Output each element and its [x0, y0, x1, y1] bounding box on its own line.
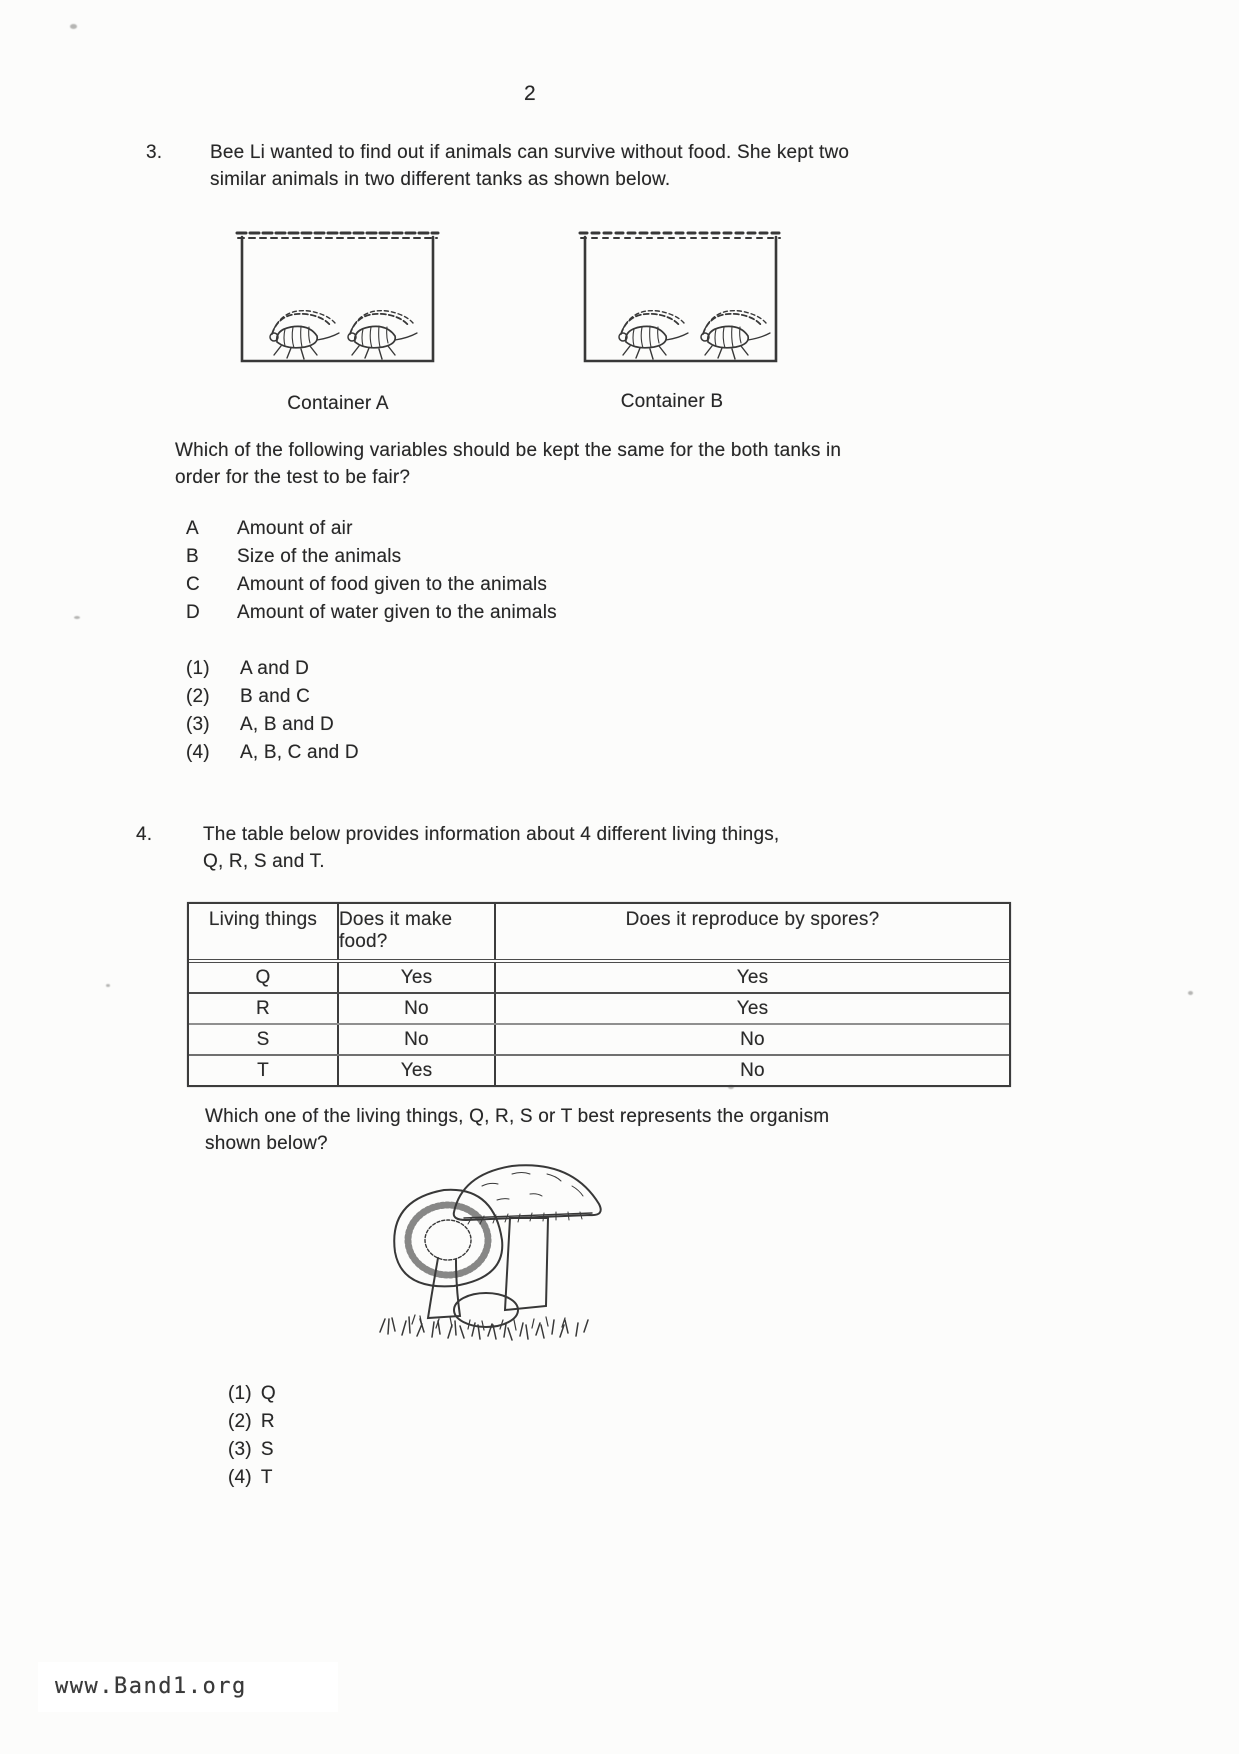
q3-answer-2-text: B and C [240, 686, 311, 707]
q3-option-b-text: Size of the animals [237, 546, 402, 567]
q3-option-d [186, 602, 557, 624]
cockroach-icon [270, 311, 339, 359]
q4-question-line2: shown below? [205, 1133, 328, 1154]
table-cell: T [189, 1056, 339, 1085]
q3-option-a-letter: A [186, 518, 199, 539]
q3-answer-4-text: A, B, C and D [240, 742, 359, 763]
table-cell: Yes [339, 1056, 496, 1085]
q3-answer-3 [186, 714, 334, 736]
q4-number: 4. [136, 824, 153, 845]
q4-answer-1-num: (1) [228, 1383, 252, 1404]
q3-question-line2: order for the test to be fair? [175, 467, 411, 488]
mushroom-illustration [362, 1152, 612, 1352]
q3-option-a [186, 518, 353, 540]
q4-answer-4 [228, 1467, 273, 1489]
container-a-label: Container A [287, 393, 389, 414]
q3-stem-line2: similar animals in two different tanks as shown below. [210, 169, 671, 190]
tank-a-illustration [235, 228, 440, 368]
cockroach-icon [619, 311, 688, 359]
q3-option-b [186, 546, 401, 568]
table-cell: Q [189, 963, 339, 992]
q4-stem-line2: Q, R, S and T. [203, 851, 325, 872]
table-cell: No [740, 1028, 765, 1050]
table-row [189, 994, 1009, 1025]
q4-answer-1-text: Q [260, 1383, 276, 1404]
scan-speck [106, 984, 110, 987]
q3-option-c-letter: C [186, 574, 200, 595]
scan-speck [70, 24, 77, 29]
container-b-label: Container B [620, 391, 724, 412]
table-cell: R [189, 994, 339, 1023]
q3-answer-4 [186, 742, 359, 764]
table-cell: Yes [339, 963, 496, 992]
q3-answer-1-num: (1) [186, 658, 210, 679]
scan-speck [74, 616, 80, 619]
q4-answer-2 [228, 1411, 275, 1433]
q3-answer-2-num: (2) [186, 686, 210, 707]
q3-number: 3. [146, 142, 163, 163]
q4-answer-3-num: (3) [228, 1439, 252, 1460]
q3-answer-1-text: A and D [240, 658, 310, 679]
living-things-table [187, 902, 1011, 1087]
q4-stem-line1: The table below provides information about 4 different living things, [203, 824, 780, 845]
q4-answer-2-num: (2) [228, 1411, 252, 1432]
q4-answer-1 [228, 1383, 276, 1405]
table-row [189, 1025, 1009, 1056]
cockroach-icon [701, 311, 770, 359]
q4-answer-3 [228, 1439, 274, 1461]
table-cell: No [339, 994, 496, 1023]
q3-question-line1: Which of the following variables should be kept the same for the both tanks in [175, 440, 842, 461]
page-number: 2 [524, 82, 536, 105]
scan-speck [1188, 991, 1193, 995]
q3-option-c [186, 574, 547, 596]
table-header-row [189, 904, 1009, 963]
q3-answer-4-num: (4) [186, 742, 210, 763]
table-row [189, 963, 1009, 994]
q3-answer-3-text: A, B and D [240, 714, 334, 735]
table-header-living-things: Living things [189, 904, 339, 959]
cockroach-icon [348, 311, 417, 359]
q4-answer-4-text: T [260, 1467, 273, 1488]
q3-answer-1 [186, 658, 309, 680]
q4-answer-2-text: R [260, 1411, 275, 1432]
table-cell: No [740, 1059, 765, 1081]
table-cell: Yes [736, 966, 769, 988]
watermark-text: www.Band1.org [55, 1674, 247, 1699]
q3-option-c-text: Amount of food given to the animals [237, 574, 548, 595]
table-row [189, 1056, 1009, 1085]
tank-b-illustration [578, 228, 783, 368]
table-header-reproduce-spores: Does it reproduce by spores? [625, 909, 880, 930]
q4-answer-3-text: S [260, 1439, 274, 1460]
table-cell: Yes [736, 997, 769, 1019]
q3-stem-line1: Bee Li wanted to find out if animals can survive without food. She kept two [210, 142, 850, 163]
q3-option-b-letter: B [186, 546, 199, 567]
q3-answer-2 [186, 686, 310, 708]
table-cell: S [189, 1025, 339, 1054]
q3-option-d-text: Amount of water given to the animals [237, 602, 557, 623]
q3-answer-3-num: (3) [186, 714, 210, 735]
q3-option-a-text: Amount of air [237, 518, 353, 539]
q4-answer-4-num: (4) [228, 1467, 252, 1488]
q3-option-d-letter: D [186, 602, 200, 623]
q4-question-line1: Which one of the living things, Q, R, S or T best represents the organism [205, 1106, 830, 1127]
table-cell: No [339, 1025, 496, 1054]
table-header-make-food: Does it make food? [339, 904, 496, 959]
